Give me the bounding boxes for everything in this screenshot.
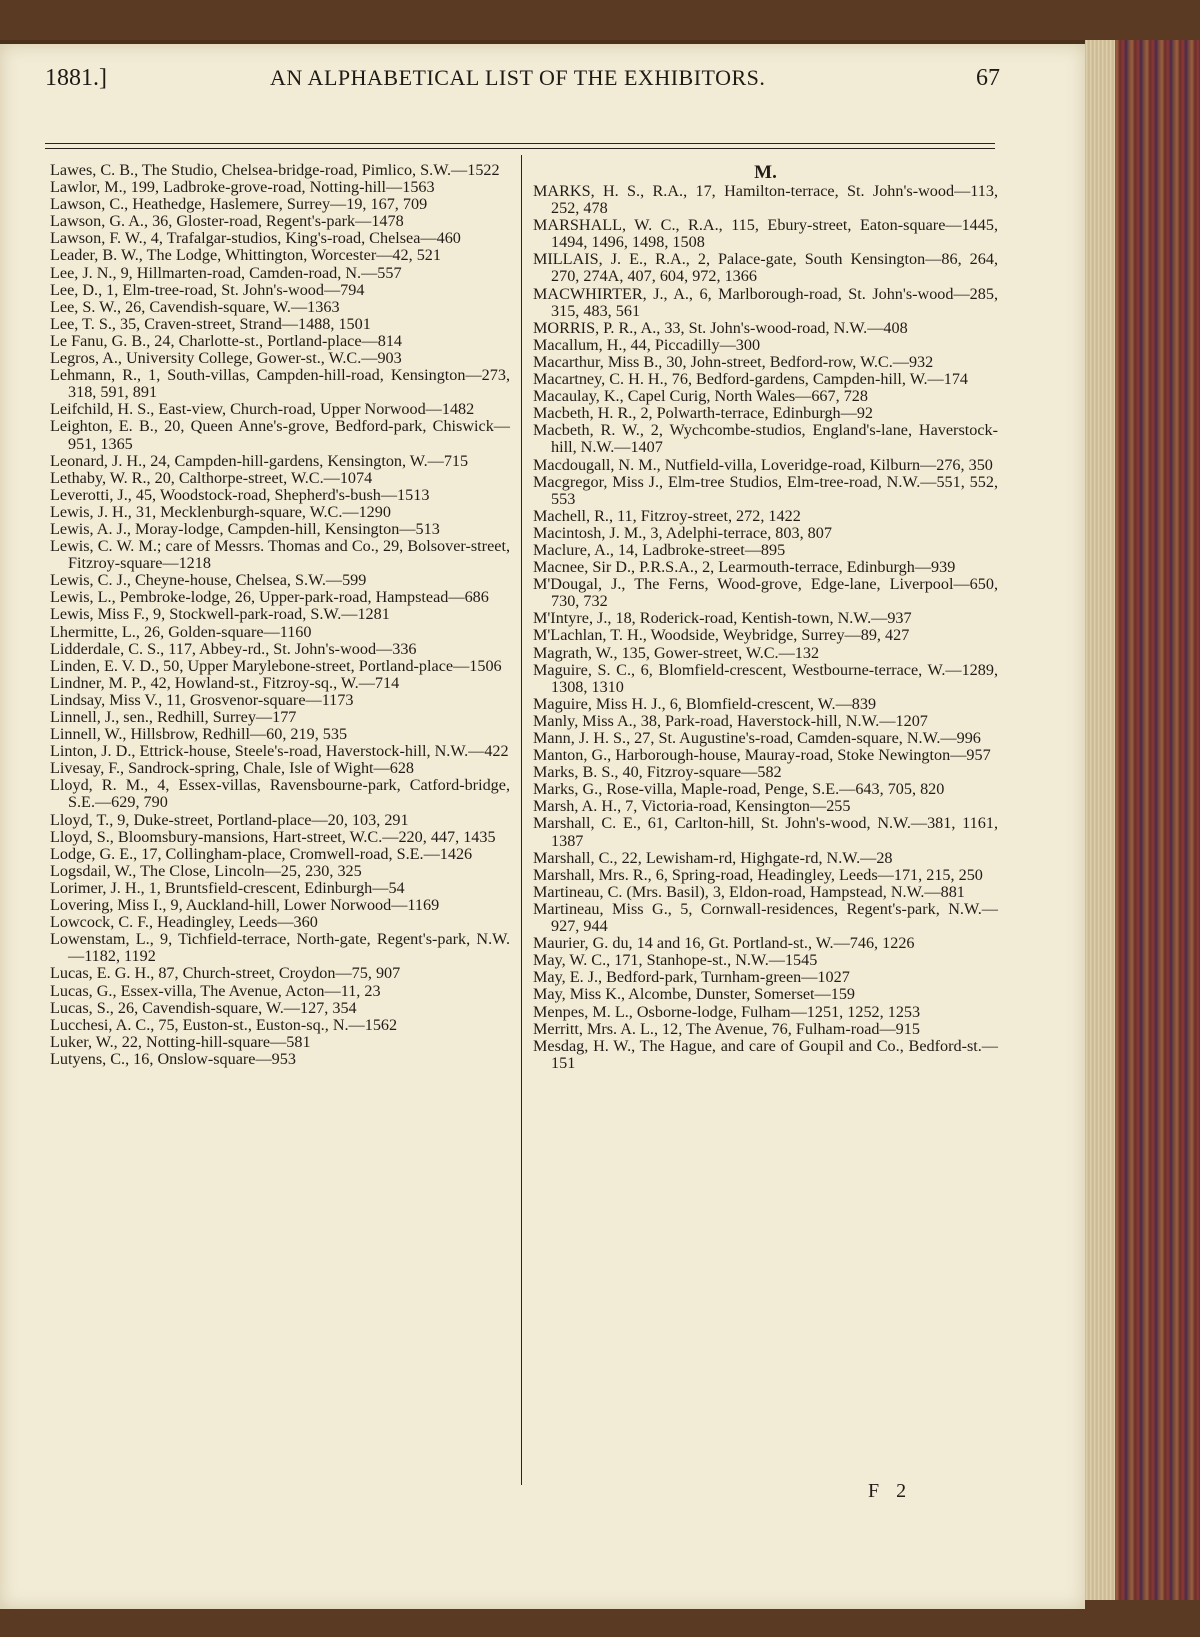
exhibitor-entry: Menpes, M. L., Osborne-lodge, Fulham—1251, 1252, 1253 [533,1002,921,1021]
exhibitor-entry: Linnell, J., sen., Redhill, Surrey—177 [50,708,297,726]
exhibitor-entry: Lawlor, M., 199, Ladbroke-grove-road, Notting-hill—1563 [50,178,435,197]
exhibitor-entry: Machell, R., 11, Fitzroy-street, 272, 1422 [533,506,801,525]
page-number: 67 [976,65,1000,91]
exhibitor-entry: Manly, Miss A., 38, Park-road, Haverstock-hill, N.W.—1207 [533,711,928,730]
right-column [533,162,998,1072]
exhibitor-entry: Linnell, W., Hillsbrow, Redhill—60, 219, 535 [50,725,348,744]
exhibitor-entry: May, E. J., Bedford-park, Turnham-green—1027 [533,968,850,987]
header-rule-secondary [45,148,995,149]
column-divider [521,155,522,1485]
exhibitor-entry: Linton, J. D., Ettrick-house, Steele's-road, Haverstock-hill, N.W.—422 [50,742,509,761]
exhibitor-entry: Marshall, C. E., 61, Carlton-hill, St. John's-wood, N.W.—381, 1161, 1387 [533,814,998,850]
exhibitor-entry: Lehmann, R., 1, South-villas, Campden-hill-road, Kensington—273, 318, 591, 891 [50,366,510,402]
exhibitor-entry: May, Miss K., Alcombe, Dunster, Somerset—159 [533,985,856,1004]
exhibitor-entry: Magrath, W., 135, Gower-street, W.C.—132 [533,643,820,662]
exhibitor-entry: Lawson, C., Heathedge, Haslemere, Surrey—19, 167, 709 [50,195,428,214]
exhibitor-entry: Lucas, S., 26, Cavendish-square, W.—127, 354 [50,998,357,1017]
exhibitor-entry: Leader, B. W., The Lodge, Whittington, Worcester—42, 521 [50,246,441,265]
exhibitor-entry: Martineau, Miss G., 5, Cornwall-residences, Regent's-park, N.W.—927, 944 [533,899,998,936]
exhibitor-entry: Legros, A., University College, Gower-st., W.C.—903 [50,349,402,368]
running-head [45,65,1000,105]
exhibitor-entry: Lee, S. W., 26, Cavendish-square, W.—1363 [50,297,340,316]
exhibitor-entry: M'Intyre, J., 18, Roderick-road, Kentish-town, N.W.—937 [533,609,912,628]
exhibitor-entry: Livesay, F., Sandrock-spring, Chale, Isle of Wight—628 [50,759,415,778]
running-head-title: AN ALPHABETICAL LIST OF THE EXHIBITORS. [270,65,766,90]
exhibitor-entry: MILLAIS, J. E., R.A., 2, Palace-gate, South Kensington—86, 264, 270, 274A, 407, 604, 972, 1366 [533,250,998,286]
exhibitor-entry: Lewis, C. W. M.; care of Messrs. Thomas and Co., 29, Bolsover-street, Fitzroy-square—1218 [50,537,510,573]
exhibitor-entry: Lee, D., 1, Elm-tree-road, St. John's-wood—794 [50,280,365,299]
exhibitor-entry: Lhermitte, L., 26, Golden-square—1160 [50,622,312,641]
exhibitor-entry: Lee, J. N., 9, Hillmarten-road, Camden-road, N.—557 [50,263,402,282]
exhibitor-entry: Lovering, Miss I., 9, Auckland-hill, Lower Norwood—1169 [50,896,440,915]
exhibitor-entry: Lewis, L., Pembroke-lodge, 26, Upper-park-road, Hampstead—686 [50,588,489,607]
exhibitor-entry: Macnee, Sir D., P.R.S.A., 2, Learmouth-terrace, Edinburgh—939 [533,558,956,577]
exhibitor-entry: Linden, E. V. D., 50, Upper Marylebone-street, Portland-place—1506 [50,656,502,675]
exhibitor-entry: Maurier, G. du, 14 and 16, Gt. Portland-st., W.—746, 1226 [533,934,915,953]
exhibitor-entry: Lucchesi, A. C., 75, Euston-st., Euston-sq., N.—1562 [50,1015,398,1034]
exhibitor-entry: Leverotti, J., 45, Woodstock-road, Shepherd's-bush—1513 [50,485,430,504]
exhibitor-entry: Macaulay, K., Capel Curig, North Wales—667, 728 [533,387,868,406]
exhibitor-entry: Lawson, F. W., 4, Trafalgar-studios, King's-road, Chelsea—460 [50,229,461,248]
exhibitor-entry: M'Dougal, J., The Ferns, Wood-grove, Edge-lane, Liverpool—650, 730, 732 [533,575,998,611]
exhibitor-entry: MARSHALL, W. C., R.A., 115, Ebury-street, Eaton-square—1445, 1494, 1496, 1498, 1508 [533,216,998,252]
header-rule [45,143,995,144]
exhibitor-entry: Martineau, C. (Mrs. Basil), 3, Eldon-road, Hampstead, N.W.—881 [533,882,965,901]
exhibitor-entry: Maguire, Miss H. J., 6, Blomfield-crescent, W.—839 [533,694,877,713]
exhibitor-entry: Lorimer, J. H., 1, Bruntsfield-crescent, Edinburgh—54 [50,878,405,897]
exhibitor-entry: Lloyd, R. M., 4, Essex-villas, Ravensbourne-park, Catford-bridge, S.E.—629, 790 [50,776,510,812]
exhibitor-entry: Lucas, G., Essex-villa, The Avenue, Acton—11, 23 [50,981,381,1000]
exhibitor-entry: Maclure, A., 14, Ladbroke-street—895 [533,540,786,559]
exhibitor-entry: Lee, T. S., 35, Craven-street, Strand—1488, 1501 [50,314,371,333]
exhibitor-entry: Merritt, Mrs. A. L., 12, The Avenue, 76, Fulham-road—915 [533,1019,920,1038]
exhibitor-entry: Leonard, J. H., 24, Campden-hill-gardens, Kensington, W.—715 [50,451,469,470]
exhibitor-entry: Macallum, H., 44, Piccadilly—300 [533,335,761,354]
exhibitor-entry: Lloyd, S., Bloomsbury-mansions, Hart-street, W.C.—220, 447, 1435 [50,827,496,846]
exhibitor-entry: Macintosh, J. M., 3, Adelphi-terrace, 803, 807 [533,523,832,542]
exhibitor-entry: Macgregor, Miss J., Elm-tree Studios, Elm-tree-road, N.W.—551, 552, 553 [533,472,998,508]
exhibitor-entry: Lindner, M. P., 42, Howland-st., Fitzroy-sq., W.—714 [50,673,400,692]
exhibitor-entry: Marshall, Mrs. R., 6, Spring-road, Headingley, Leeds—171, 215, 250 [533,865,983,884]
exhibitor-entry: Lowcock, C. F., Headingley, Leeds—360 [50,913,318,932]
exhibitor-entry: Lawson, G. A., 36, Gloster-road, Regent's-park—1478 [50,212,404,231]
exhibitor-entry: Lucas, E. G. H., 87, Church-street, Croydon—75, 907 [50,964,401,983]
exhibitor-entry: Macdougall, N. M., Nutfield-villa, Loveridge-road, Kilburn—276, 350 [533,455,993,474]
left-column [50,162,510,1068]
exhibitor-entry: Marks, B. S., 40, Fitzroy-square—582 [533,763,782,782]
exhibitor-entry: Lewis, J. H., 31, Mecklenburgh-square, W.C.—1290 [50,502,391,521]
exhibitor-entry: M'Lachlan, T. H., Woodside, Weybridge, Surrey—89, 427 [533,626,910,645]
exhibitor-entry: Logsdail, W., The Close, Lincoln—25, 230, 325 [50,861,362,880]
exhibitor-entry: Macarthur, Miss B., 30, John-street, Bedford-row, W.C.—932 [533,352,934,371]
exhibitor-entry: Luker, W., 22, Notting-hill-square—581 [50,1032,311,1051]
exhibitor-entry: Leighton, E. B., 20, Queen Anne's-grove, Bedford-park, Chiswick—951, 1365 [50,417,510,453]
exhibitor-entry: Marks, G., Rose-villa, Maple-road, Penge, S.E.—643, 705, 820 [533,780,945,799]
exhibitor-entry: Lewis, C. J., Cheyne-house, Chelsea, S.W.—599 [50,571,367,590]
exhibitor-entry: Maguire, S. C., 6, Blomfield-crescent, Westbourne-terrace, W.—1289, 1308, 1310 [533,660,998,696]
exhibitor-entry: Lewis, A. J., Moray-lodge, Campden-hill, Kensington—513 [50,519,440,538]
exhibitor-entry: Lewis, Miss F., 9, Stockwell-park-road, S.W.—1281 [50,605,390,624]
exhibitor-entry: May, W. C., 171, Stanhope-st., N.W.—1545 [533,951,818,970]
exhibitor-entry: MARKS, H. S., R.A., 17, Hamilton-terrace, St. John's-wood—113, 252, 478 [533,182,998,218]
exhibitor-entry: Lethaby, W. R., 20, Calthorpe-street, W.C.—1074 [50,468,373,487]
exhibitor-entry: Lowenstam, L., 9, Tichfield-terrace, North-gate, Regent's-park, N.W.—1182, 1192 [50,930,510,966]
section-letter: M. [754,162,777,183]
exhibitor-entry: Lawes, C. B., The Studio, Chelsea-bridge-road, Pimlico, S.W.—1522 [50,161,500,179]
exhibitor-entry: Mann, J. H. S., 27, St. Augustine's-road, Camden-square, N.W.—996 [533,729,981,747]
exhibitor-entry: Lodge, G. E., 17, Collingham-place, Cromwell-road, S.E.—1426 [50,844,473,863]
exhibitor-entry: Le Fanu, G. B., 24, Charlotte-st., Portland-place—814 [50,331,403,350]
exhibitor-entry: Marsh, A. H., 7, Victoria-road, Kensington—255 [533,797,851,816]
exhibitor-entry: Lloyd, T., 9, Duke-street, Portland-place—20, 103, 291 [50,810,409,829]
exhibitor-entry: Lindsay, Miss V., 11, Grosvenor-square—1173 [50,690,354,709]
exhibitor-entry: Marshall, C., 22, Lewisham-rd, Highgate-rd, N.W.—28 [533,848,893,867]
exhibitor-entry: MACWHIRTER, J., A., 6, Marlborough-road, St. John's-wood—285, 315, 483, 561 [533,284,998,320]
exhibitor-entry: Macbeth, R. W., 2, Wychcombe-studios, England's-lane, Haverstock-hill, N.W.—1407 [533,421,998,457]
running-head-year: 1881.] [45,65,107,91]
exhibitor-entry: Lutyens, C., 16, Onslow-square—953 [50,1049,296,1068]
right-column-entries [533,183,998,1072]
exhibitor-entry: Lidderdale, C. S., 117, Abbey-rd., St. John's-wood—336 [50,639,417,658]
exhibitor-entry: Mesdag, H. W., The Hague, and care of Goupil and Co., Bedford-st.—151 [533,1036,998,1072]
exhibitor-entry: MORRIS, P. R., A., 33, St. John's-wood-road, N.W.—408 [533,318,908,337]
exhibitor-entry: Leifchild, H. S., East-view, Church-road, Upper Norwood—1482 [50,400,475,419]
exhibitor-entry: Macartney, C. H. H., 76, Bedford-gardens, Campden-hill, W.—174 [533,370,969,389]
exhibitor-entry: Macbeth, H. R., 2, Polwarth-terrace, Edinburgh—92 [533,404,874,423]
signature-mark: F 2 [868,1480,913,1502]
exhibitor-entry: Manton, G., Harborough-house, Mauray-road, Stoke Newington—957 [533,746,991,765]
